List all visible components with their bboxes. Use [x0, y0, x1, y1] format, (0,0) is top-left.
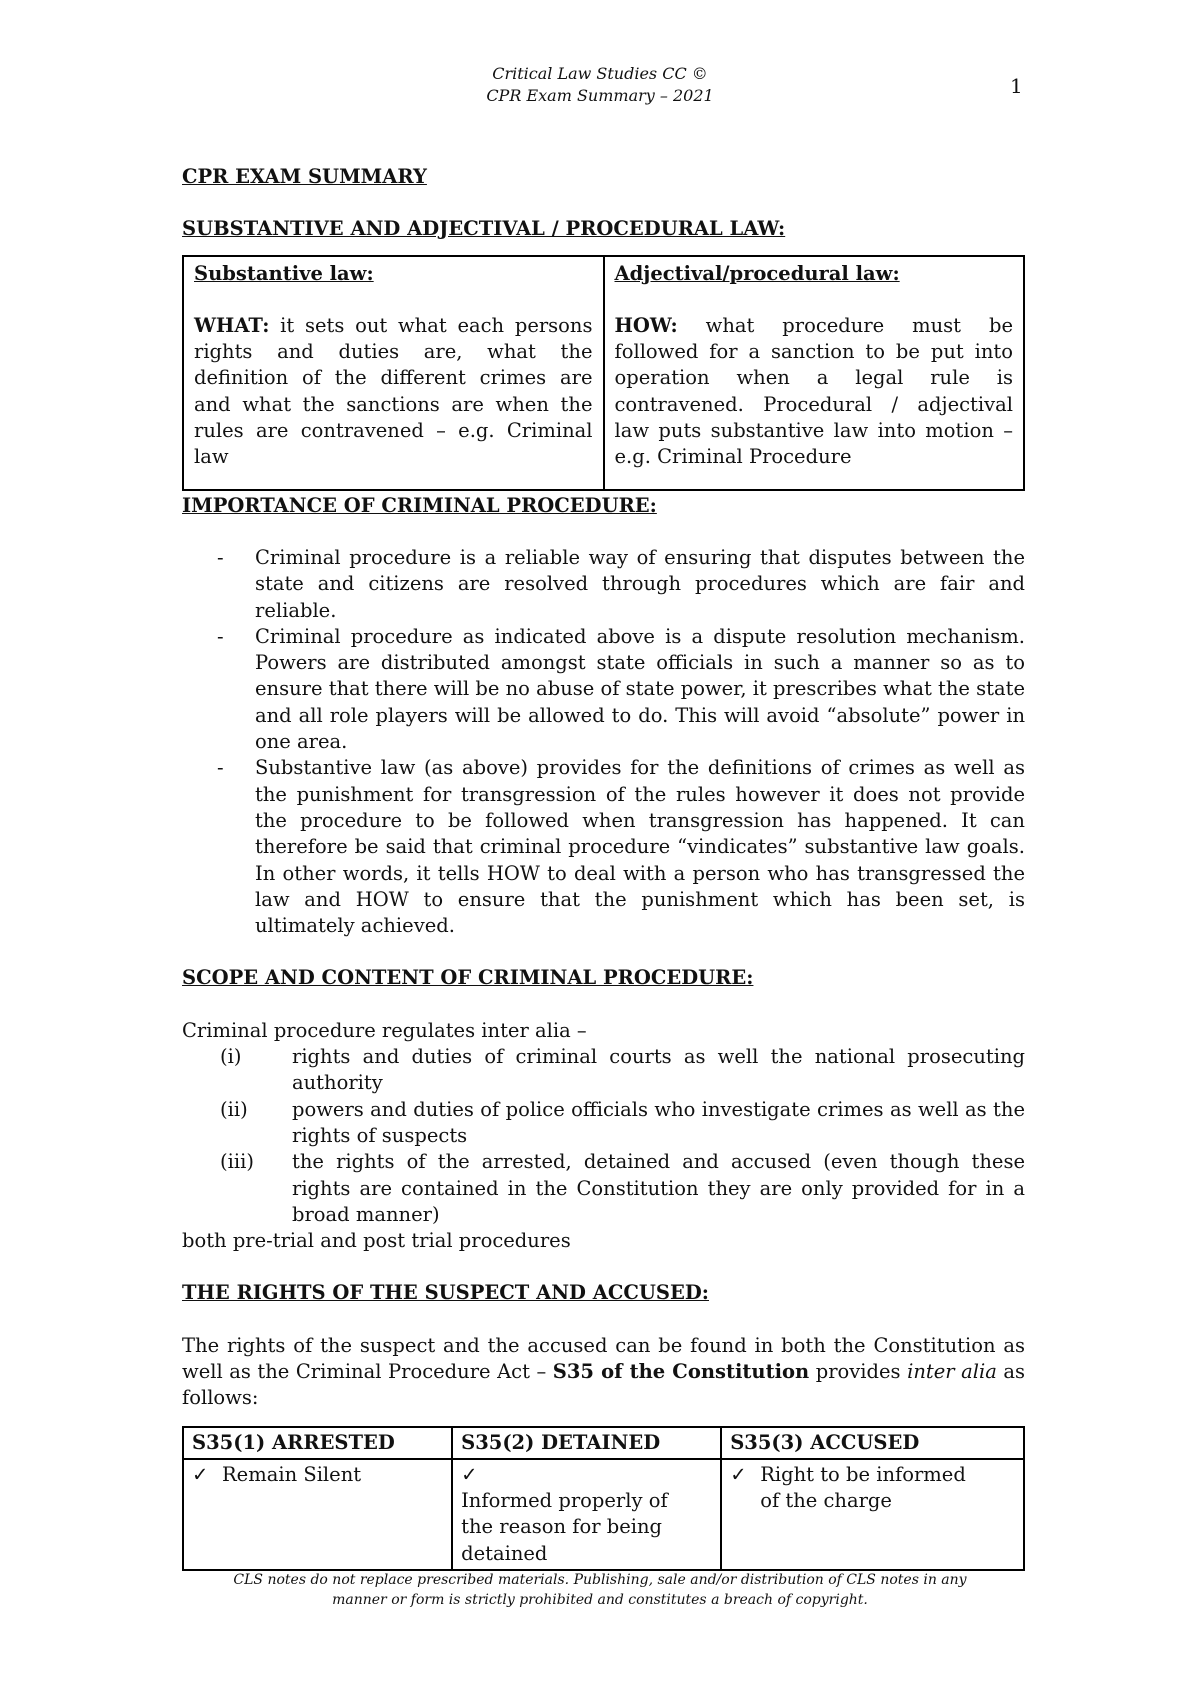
s35-rights-table: [182, 1426, 1025, 1571]
section-heading-importance: IMPORTANCE OF CRIMINAL PROCEDURE:: [182, 493, 657, 517]
what-label: WHAT:: [194, 313, 270, 337]
rights-paragraph: The rights of the suspect and the accused can be found in both the Constitution as well as the Criminal Procedure Act – S35 of the Constitution provides inter alia as follows:: [182, 1333, 1025, 1410]
footer-line-2: manner or form is strictly prohibited and constitutes a breach of copyright.: [332, 1592, 868, 1608]
header-line-1: Critical Law Studies CC ©: [492, 64, 708, 83]
how-label: HOW:: [614, 313, 678, 337]
list-item: (ii) powers and duties of police officials who investigate crimes as well as the rights of suspects: [220, 1097, 1025, 1147]
table-row: [183, 1459, 1024, 1570]
page-number: 1: [1010, 74, 1023, 98]
law-comparison-table: [182, 255, 1025, 491]
procedural-law-text: [615, 313, 1014, 471]
header-line-2: CPR Exam Summary – 2021: [486, 86, 714, 105]
checkmark-icon: ✓: [192, 1462, 209, 1486]
list-item: - Substantive law (as above) provides for the definitions of crimes as well as the punishment for transgression of the rules however it does not provide the procedure to be followed when transgression has happened. It can therefore be said that criminal procedure “vindicates” substantive law goals. In other words, it tells HOW to deal with a person who has transgressed the law and HOW to ensure that the punishment which has been set, is ultimately achieved.: [217, 756, 1025, 938]
section-heading-substantive: SUBSTANTIVE AND ADJECTIVAL / PROCEDURAL LAW:: [182, 217, 786, 241]
checkmark-icon: ✓: [461, 1462, 478, 1486]
detained-right-cell: ✓Informed properly of the reason for being detained: [452, 1459, 721, 1570]
scope-intro: Criminal procedure regulates inter alia –: [182, 1018, 587, 1042]
list-item: (i) rights and duties of criminal courts as well the national prosecuting authority: [220, 1045, 1025, 1095]
document-title: CPR EXAM SUMMARY: [182, 165, 427, 188]
list-item: (iii) the rights of the arrested, detained and accused (even though these rights are contained in the Constitution they are only provided for in a broad manner): [220, 1150, 1025, 1226]
arrested-right-cell: ✓ Remain Silent: [183, 1459, 452, 1570]
document-body: [182, 164, 1025, 1571]
checkmark-icon: ✓: [730, 1462, 747, 1486]
procedural-law-description: what procedure must be followed for a sanction to be put into operation when a legal rule is contravened. Procedural / adjectival law puts substantive law into motion – e.g. Criminal Procedure: [614, 313, 1013, 469]
substantive-law-text: [194, 313, 593, 471]
substantive-law-heading: Substantive law:: [194, 261, 374, 285]
copyright-footer: [0, 1570, 1200, 1610]
procedural-law-cell: [604, 256, 1025, 490]
importance-list: [182, 545, 1025, 939]
list-item: - Criminal procedure is a reliable way of ensuring that disputes between the state and citizens are resolved through procedures which are fair and reliable.: [217, 545, 1025, 622]
footer-line-1: CLS notes do not replace prescribed materials. Publishing, sale and/or distribution of CLS notes in any: [233, 1572, 967, 1588]
procedural-law-heading: Adjectival/procedural law:: [614, 261, 900, 285]
substantive-law-cell: [183, 256, 604, 490]
column-header-accused: S35(3) ACCUSED: [721, 1427, 1024, 1459]
column-header-arrested: S35(1) ARRESTED: [183, 1427, 452, 1459]
section-heading-rights: THE RIGHTS OF THE SUSPECT AND ACCUSED:: [182, 1281, 709, 1305]
substantive-law-description: it sets out what each persons rights and duties are, what the definition of the different crimes are and what the sanctions are when the rules are contravened – e.g. Criminal law: [194, 313, 593, 469]
column-header-detained: S35(2) DETAINED: [452, 1427, 721, 1459]
section-heading-scope: SCOPE AND CONTENT OF CRIMINAL PROCEDURE:: [182, 966, 754, 990]
scope-outro: both pre-trial and post trial procedures: [182, 1229, 571, 1253]
list-item: - Criminal procedure as indicated above is a dispute resolution mechanism. Powers are distributed amongst state officials in such a manner so as to ensure that there will be no abuse of state power, it prescribes what the state and all role players will be allowed to do. This will avoid “absolute” power in one area.: [217, 624, 1025, 754]
s35-reference: S35 of the Constitution: [552, 1359, 810, 1383]
scope-list: [182, 1044, 1025, 1228]
accused-right-cell: ✓ Right to be informed of the charge: [721, 1459, 1024, 1570]
